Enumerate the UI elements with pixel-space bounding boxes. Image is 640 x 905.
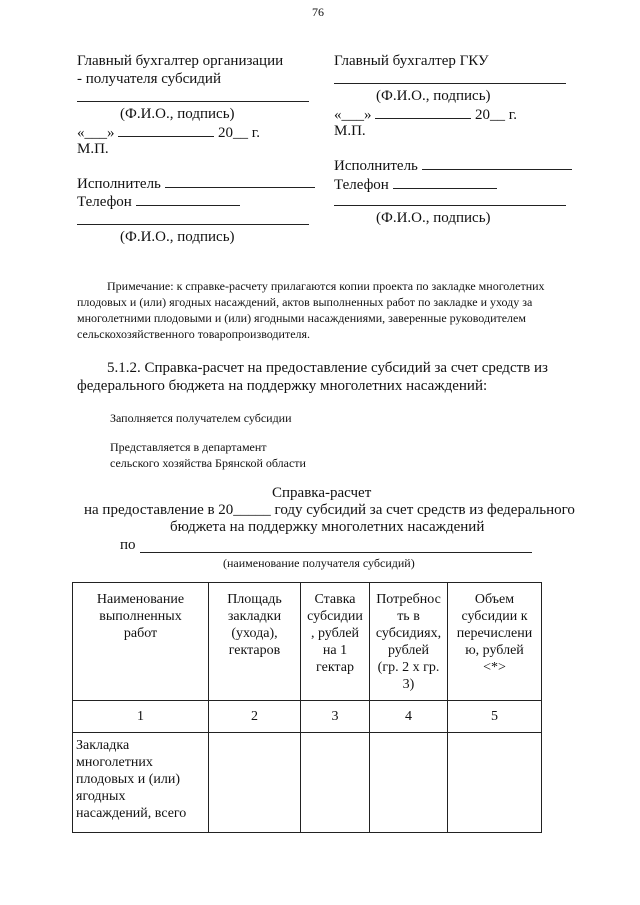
form-title-line3: бюджета на поддержку многолетних насаждений <box>170 519 485 535</box>
right-date-prefix: «___» <box>334 107 376 123</box>
col-number-5: 5 <box>448 701 542 733</box>
header-line: рублей <box>387 643 430 658</box>
right-phone <box>334 176 497 194</box>
header-line: субсидии к <box>461 609 528 624</box>
header-line: (гр. 2 х гр. <box>377 660 440 675</box>
left-fio-caption2: (Ф.И.О., подпись) <box>120 229 235 245</box>
note-line3: многолетними плодовыми и (или) ягодными насаждениями, заверенные руководителем <box>77 311 526 325</box>
right-executor <box>334 157 572 175</box>
right-date-blank <box>375 106 471 119</box>
left-signature-line2 <box>77 224 309 225</box>
table-number-row <box>73 701 542 733</box>
row-rate-cell[interactable] <box>301 733 370 833</box>
header-line: ть в <box>397 609 420 624</box>
header-line: Ставка <box>314 592 356 607</box>
filled-by-text: Заполняется получателем субсидии <box>110 411 292 425</box>
table-header-row <box>73 583 542 701</box>
header-area <box>209 583 301 701</box>
header-line: , рублей <box>310 626 360 641</box>
subsidy-table <box>72 582 542 833</box>
header-line: закладки <box>227 609 282 624</box>
header-amount <box>448 583 542 701</box>
left-title-line2: - получателя субсидий <box>77 71 221 87</box>
left-phone <box>77 193 240 211</box>
left-phone-label: Телефон <box>77 194 132 210</box>
right-signature-line <box>334 83 566 84</box>
left-executor-label: Исполнитель <box>77 176 161 192</box>
row-work-name <box>73 733 209 833</box>
header-line: Потребнос <box>376 592 441 607</box>
right-fio-caption: (Ф.И.О., подпись) <box>376 88 491 104</box>
header-line: гектар <box>316 660 354 675</box>
col-number-4: 4 <box>370 701 448 733</box>
submitted-to-line1: Представляется в департамент <box>110 440 267 454</box>
row-name-line: ягодных <box>76 789 126 804</box>
recipient-po-label: по <box>120 537 136 553</box>
header-line: Наименование <box>96 592 185 607</box>
header-line: (ухода), <box>231 626 278 641</box>
note-line4: сельскохозяйственного товаропроизводителя. <box>77 327 311 341</box>
header-line: на 1 <box>322 643 348 658</box>
header-work-name <box>73 583 209 701</box>
submitted-to-line2: сельского хозяйства Брянской области <box>110 456 306 470</box>
header-line: Объем <box>474 592 515 607</box>
col-number-1: 1 <box>73 701 209 733</box>
left-executor <box>77 175 315 193</box>
form-title-line2: на предоставление в 20_____ году субсидий за счет средств из федерального <box>84 502 575 518</box>
right-fio-caption2: (Ф.И.О., подпись) <box>376 210 491 226</box>
recipient-caption: (наименование получателя субсидий) <box>223 556 415 570</box>
row-area-cell[interactable] <box>209 733 301 833</box>
header-rate <box>301 583 370 701</box>
header-line: ю, рублей <box>465 643 524 658</box>
right-executor-blank <box>422 157 572 170</box>
left-title-line1: Главный бухгалтер организации <box>77 53 284 69</box>
header-line: перечислени <box>456 626 533 641</box>
left-date-field <box>77 124 260 142</box>
left-date-blank <box>118 124 214 137</box>
row-name-line: насаждений, всего <box>76 806 187 821</box>
header-need <box>370 583 448 701</box>
row-need-cell[interactable] <box>370 733 448 833</box>
col-number-2: 2 <box>209 701 301 733</box>
right-date-field <box>334 106 517 124</box>
left-signature-line <box>77 101 309 102</box>
note-line1: Примечание: к справке-расчету прилагаются копии проекта по закладке многолетних <box>107 279 545 293</box>
row-amount-cell[interactable] <box>448 733 542 833</box>
form-title: Справка-расчет <box>272 485 372 501</box>
col-number-3: 3 <box>301 701 370 733</box>
page-number: 76 <box>312 5 324 19</box>
header-line: выполненных <box>99 609 182 624</box>
left-mp: М.П. <box>77 141 109 157</box>
header-line: 3) <box>402 677 415 692</box>
right-phone-blank <box>393 176 497 189</box>
table-row <box>73 733 542 833</box>
header-line: субсидиях, <box>375 626 442 641</box>
header-line: работ <box>123 626 158 641</box>
header-line: субсидии <box>307 609 363 624</box>
recipient-name-line <box>140 552 532 553</box>
right-date-year: 20__ г. <box>475 107 517 123</box>
header-line: Площадь <box>227 592 282 607</box>
left-executor-blank <box>165 175 315 188</box>
row-name-line: плодовых и (или) <box>76 772 181 787</box>
row-name-line: многолетних <box>76 755 153 770</box>
left-date-prefix: «___» <box>77 125 119 141</box>
right-executor-label: Исполнитель <box>334 158 418 174</box>
right-title: Главный бухгалтер ГКУ <box>334 53 489 69</box>
section-heading-line1: 5.1.2. Справка-расчет на предоставление субсидий за счет средств из <box>107 360 548 376</box>
left-fio-caption: (Ф.И.О., подпись) <box>120 106 235 122</box>
right-phone-label: Телефон <box>334 177 389 193</box>
right-mp: М.П. <box>334 123 366 139</box>
left-phone-blank <box>136 193 240 206</box>
section-heading-line2: федерального бюджета на поддержку многолетних насаждений: <box>77 378 488 394</box>
note-line2: плодовых и (или) ягодных насаждений, актов выполненных работ по закладке и уходу за <box>77 295 533 309</box>
row-name-line: Закладка <box>76 738 130 753</box>
right-signature-line2 <box>334 205 566 206</box>
left-date-year: 20__ г. <box>218 125 260 141</box>
header-line: гектаров <box>228 643 281 658</box>
header-line: <*> <box>483 660 506 675</box>
